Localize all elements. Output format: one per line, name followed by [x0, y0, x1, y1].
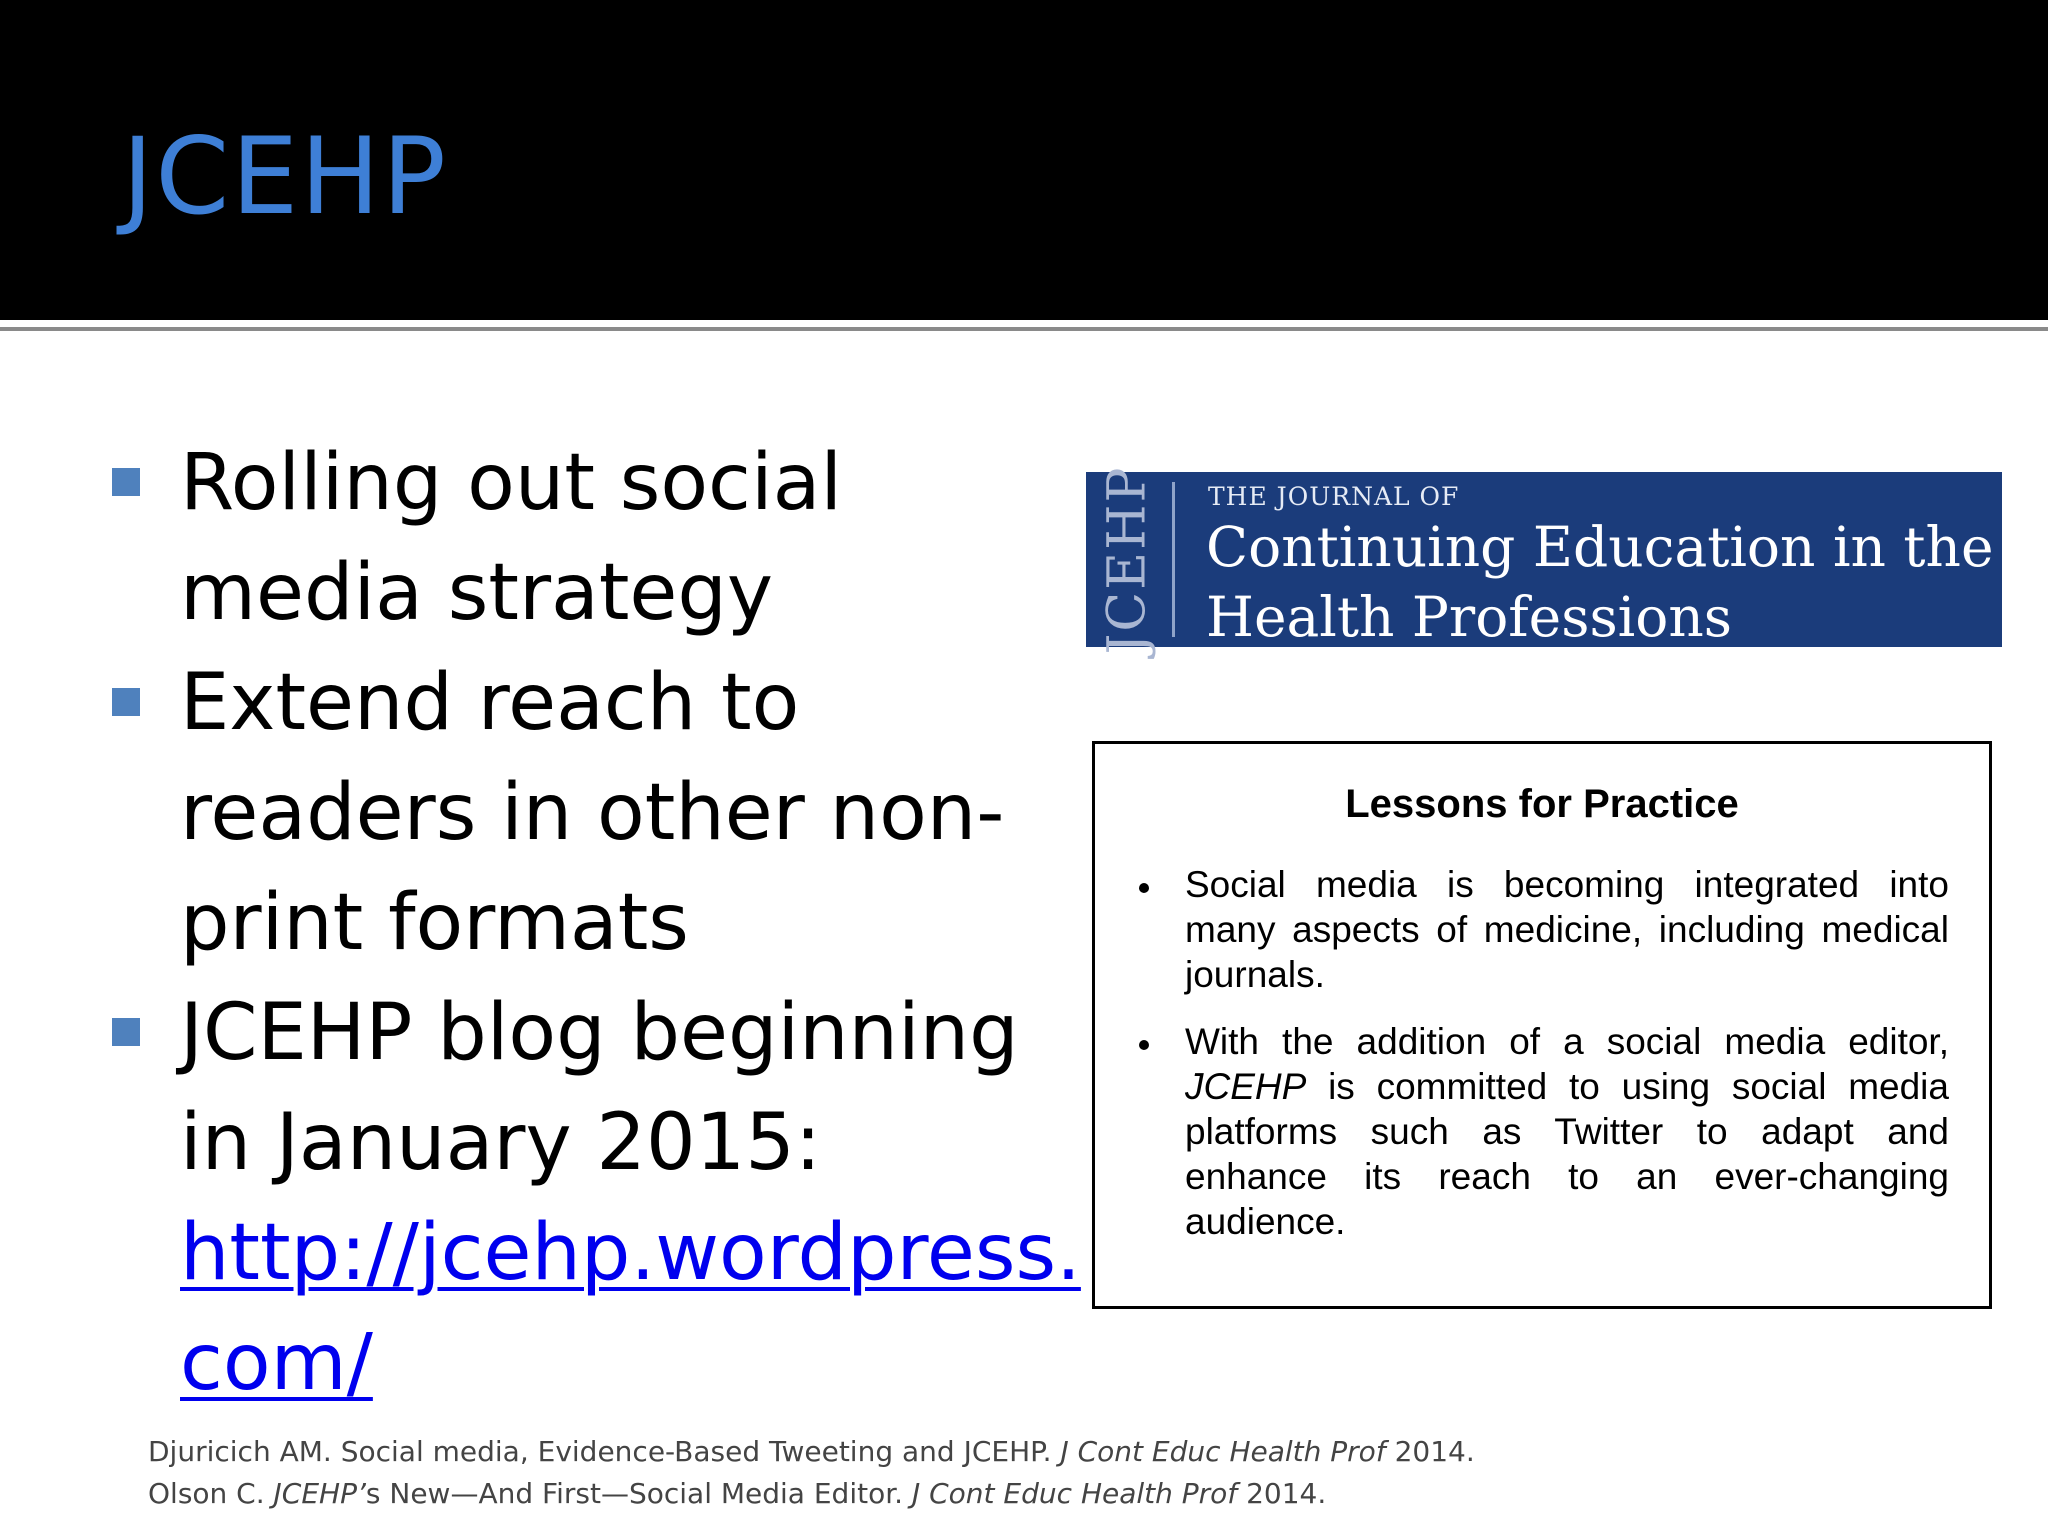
citation-1-text: Djuricich AM. Social media, Evidence-Based Tweeting and JCEHP.	[148, 1435, 1061, 1468]
banner-title-line1: Continuing Education in the	[1206, 515, 1994, 579]
bullet-item	[112, 978, 1092, 1418]
lessons-item	[1135, 1019, 1949, 1244]
lessons-list	[1135, 862, 1949, 1266]
banner-vertical-text: JCEHP	[1097, 465, 1157, 654]
blog-link-line1[interactable]: http://jcehp.wordpress.	[180, 1208, 1081, 1298]
bullet-dot-icon	[1139, 883, 1149, 893]
lessons-item-text-post: is committed to using social media platforms such as Twitter to adapt and enhance its reach to an ever-changing audience.	[1185, 1066, 1949, 1242]
banner-title-line2: Health Professions	[1206, 585, 1733, 649]
lessons-item-text-pre: With the addition of a social media editor,	[1185, 1021, 1949, 1062]
banner-small-text: THE JOURNAL OF	[1208, 482, 1460, 511]
square-bullet-icon	[112, 468, 140, 496]
slide-title: JCEHP	[122, 115, 448, 238]
citation-2-journal: J Cont Educ Health Prof	[911, 1477, 1238, 1510]
slide-header	[0, 0, 2048, 320]
banner-divider	[1172, 482, 1175, 637]
bullet-list	[112, 428, 1092, 1418]
citation-2-author: Olson C.	[148, 1477, 274, 1510]
square-bullet-icon	[112, 1018, 140, 1046]
citation-2	[148, 1473, 1548, 1515]
citation-1	[148, 1431, 1548, 1473]
lessons-item-text: Social media is becoming integrated into many aspects of medicine, including medical journals.	[1185, 864, 1949, 995]
square-bullet-icon	[112, 688, 140, 716]
bullet-dot-icon	[1139, 1040, 1149, 1050]
banner-vertical-logo	[1086, 465, 1168, 654]
lessons-item-journal: JCEHP	[1185, 1066, 1307, 1107]
blog-link[interactable]	[180, 1208, 1081, 1408]
bullet-item	[112, 428, 1092, 648]
bullet-text: JCEHP blog beginning in January 2015:	[180, 988, 1019, 1188]
citation-1-year: 2014.	[1385, 1435, 1475, 1468]
citations	[148, 1431, 1548, 1515]
header-rule-gray	[0, 327, 2048, 331]
citation-2-title-rest: s New—And First—Social Media Editor.	[365, 1477, 912, 1510]
lessons-item	[1135, 862, 1949, 997]
lessons-title: Lessons for Practice	[1345, 782, 1739, 826]
header-rule-white	[0, 320, 2048, 327]
blog-link-line2[interactable]: com/	[180, 1318, 373, 1408]
bullet-text: Rolling out social media strategy	[180, 438, 843, 638]
lessons-box	[1092, 741, 1992, 1309]
journal-banner	[1086, 465, 2002, 654]
bullet-text: Extend reach to readers in other non-print formats	[180, 658, 1005, 968]
bullet-item	[112, 648, 1092, 978]
citation-2-title-em: JCEHP’	[273, 1477, 366, 1510]
citation-2-year: 2014.	[1237, 1477, 1327, 1510]
citation-1-journal: J Cont Educ Health Prof	[1060, 1435, 1386, 1468]
